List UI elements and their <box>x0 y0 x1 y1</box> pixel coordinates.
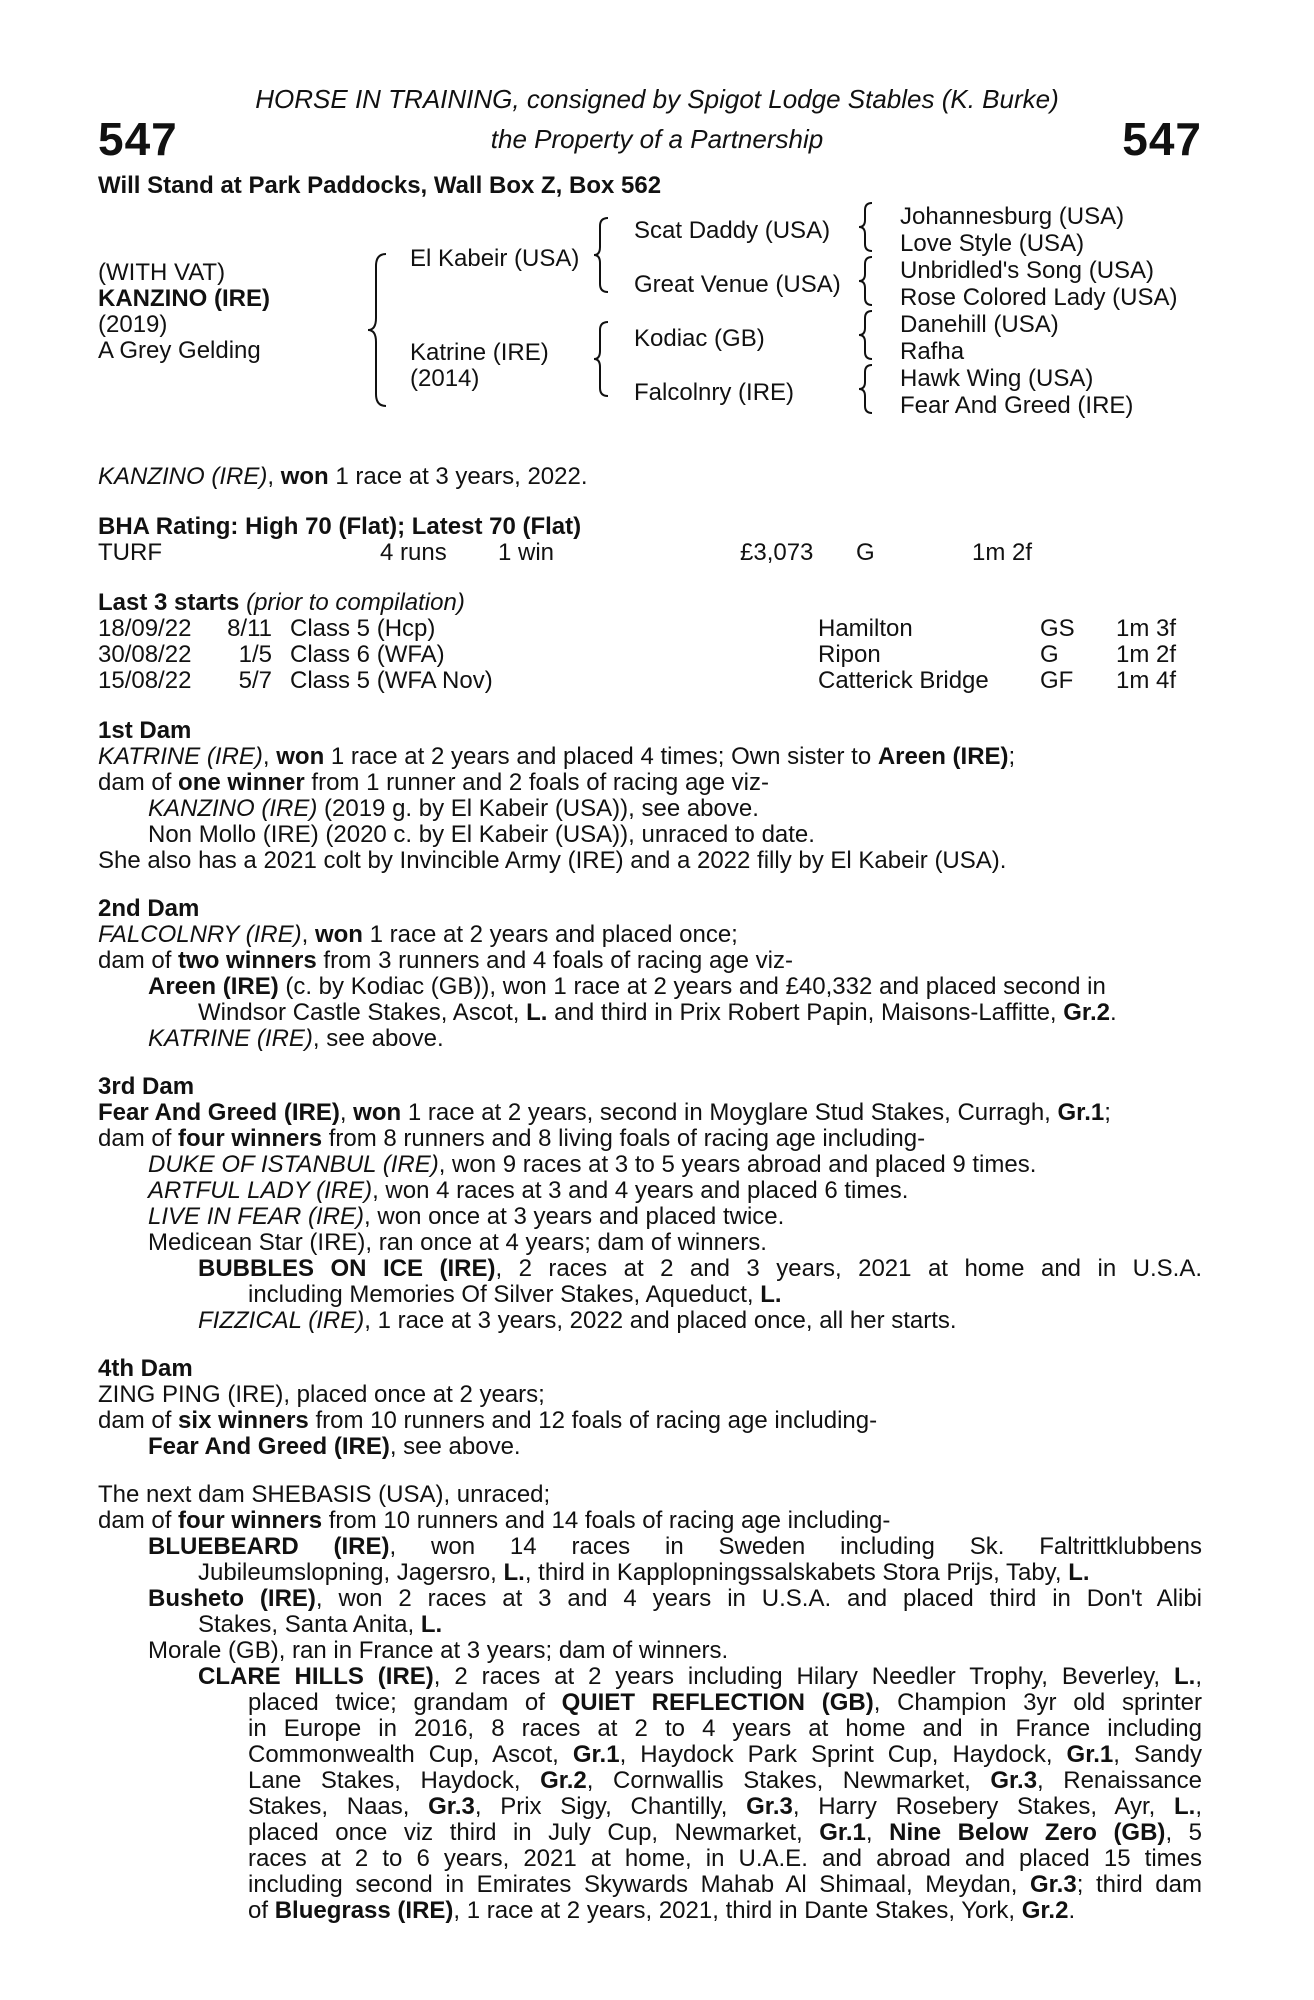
next-dam-grade: L. <box>1068 1559 1090 1586</box>
next-dam-grade: L. <box>503 1559 525 1586</box>
clare-hills-line <box>198 1664 1202 1690</box>
start-date: 30/08/22 <box>98 641 192 668</box>
dam1-text: 1 race at 2 years and placed 4 times; Own sister to <box>324 743 878 770</box>
dam2-text: dam of <box>98 947 179 974</box>
dam1-line <box>148 796 759 822</box>
next-dam-text: Stakes, Santa Anita, <box>198 1611 421 1638</box>
start-class: Class 5 (Hcp) <box>290 615 436 642</box>
pedigree-dam-sire: Kodiac (GB) <box>634 325 765 352</box>
rating-going: G <box>856 539 875 566</box>
next-dam-text: , 5 <box>1165 1819 1202 1846</box>
dam3-winners: four winners <box>178 1125 323 1152</box>
clare-hills-line: races at 2 to 6 years, 2021 at home, in U.A.E. and abroad and placed 15 times <box>248 1845 1202 1872</box>
dam3-text: , won 4 races at 3 and 4 years and placed 6 times. <box>372 1177 909 1204</box>
next-dam-text: Commonwealth Cup, Ascot, <box>248 1741 573 1768</box>
dam1-winners: one winner <box>178 769 305 796</box>
next-dam-line: The next dam SHEBASIS (USA), unraced; <box>98 1481 551 1508</box>
start-going: GS <box>1040 615 1075 642</box>
clare-hills-line <box>248 1690 1202 1716</box>
next-dam-text: placed once viz third in July Cup, Newmarket, <box>248 1819 820 1846</box>
last-starts-heading <box>98 590 465 616</box>
next-dam-text: placed twice; grandam of <box>248 1689 562 1716</box>
next-dam-grade: Gr.3 <box>990 1767 1038 1794</box>
next-dam-text: , Renaissance <box>1037 1767 1202 1794</box>
dam3-line <box>198 1308 957 1334</box>
dam3-line <box>148 1204 784 1230</box>
dam3-won: won <box>353 1099 402 1126</box>
next-dam-progeny: Busheto (IRE) <box>148 1585 316 1612</box>
dam2-progeny: KATRINE (IRE) <box>148 1025 313 1052</box>
next-dam-grade: Gr.1 <box>819 1819 866 1846</box>
start-course: Ripon <box>818 641 881 668</box>
pedigree-brace-dam <box>590 318 614 400</box>
next-dam-line <box>148 1586 1202 1612</box>
pedigree-dam: Katrine (IRE) <box>410 339 549 366</box>
stand-location: Will Stand at Park Paddocks, Wall Box Z, Box 562 <box>98 172 662 199</box>
start-course: Catterick Bridge <box>818 667 989 694</box>
dam1-line <box>98 770 769 796</box>
dam1-text: (2019 g. by El Kabeir (USA)), see above. <box>317 795 759 822</box>
dam1-text: from 1 runner and 2 foals of racing age viz- <box>304 769 769 796</box>
dam1-text: dam of <box>98 769 179 796</box>
next-dam-grade: Gr.2 <box>540 1767 587 1794</box>
dam3-name: Fear And Greed (IRE) <box>98 1099 340 1126</box>
dam3-line <box>148 1152 1036 1178</box>
dam4-line <box>98 1408 877 1434</box>
next-dam-text: , Prix Sigy, Chantilly, <box>474 1793 747 1820</box>
summary-comma: , <box>267 463 281 490</box>
next-dam-text: , 2 races at 2 years including Hilary Needler Trophy, Beverley, <box>433 1663 1174 1690</box>
dam2-text: . <box>1109 999 1117 1026</box>
next-dam-text: , Sandy <box>1113 1741 1202 1768</box>
dam1-text: ; <box>1008 743 1016 770</box>
next-dam-text: , <box>1195 1663 1202 1690</box>
dam4-text: from 10 runners and 12 foals of racing age including- <box>308 1407 878 1434</box>
next-dam-progeny: BLUEBEARD (IRE) <box>148 1533 390 1560</box>
next-dam-text: , won 14 races in Sweden including Sk. Faltrittklubbens <box>389 1533 1202 1560</box>
next-dam-text: , third in Kapplopningssalskabets Stora Prijs, Taby, <box>524 1559 1069 1586</box>
next-dam-grade: Gr.1 <box>1066 1741 1114 1768</box>
dam2-text: 1 race at 2 years and placed once; <box>362 921 738 948</box>
pedigree-g4: Rose Colored Lady (USA) <box>900 284 1178 311</box>
last-starts-note: (prior to compilation) <box>246 589 465 616</box>
next-dam-text: from 10 runners and 14 foals of racing age including- <box>322 1507 891 1534</box>
dam1-text: , <box>262 743 277 770</box>
dam4-progeny: Fear And Greed (IRE) <box>148 1433 390 1460</box>
dam3-text: dam of <box>98 1125 179 1152</box>
next-dam-grade: L. <box>1174 1663 1196 1690</box>
next-dam-progeny: Nine Below Zero (GB) <box>889 1819 1166 1846</box>
next-dam-text: , 1 race at 2 years, 2021, third in Dante Stakes, York, <box>453 1897 1022 1924</box>
dam3-text: , <box>339 1099 354 1126</box>
next-dam-text: of <box>248 1897 275 1924</box>
start-course: Hamilton <box>818 615 913 642</box>
pedigree-sire-sire: Scat Daddy (USA) <box>634 217 831 244</box>
dam3-progeny: BUBBLES ON ICE (IRE) <box>198 1255 496 1282</box>
property-line: the Property of a Partnership <box>490 124 824 154</box>
start-distance: 1m 4f <box>1116 667 1177 694</box>
start-position: 8/11 <box>227 615 272 642</box>
dam1-sister: Areen (IRE) <box>877 743 1009 770</box>
pedigree-brace-g4 <box>856 362 878 416</box>
dam2-name: FALCOLNRY (IRE) <box>98 921 302 948</box>
next-dam-grade: Gr.1 <box>572 1741 620 1768</box>
pedigree-g2: Love Style (USA) <box>900 230 1085 257</box>
dam2-text: , <box>301 921 315 948</box>
next-dam-progeny: CLARE HILLS (IRE) <box>198 1663 434 1690</box>
clare-hills-line <box>248 1794 1202 1820</box>
dam2-text: and third in Prix Robert Papin, Maisons-Laffitte, <box>547 999 1064 1026</box>
dam3-text: , 2 races at 2 and 3 years, 2021 at home and in U.S.A. <box>495 1255 1203 1282</box>
pedigree-brace-g2 <box>856 254 878 308</box>
next-dam-text: , Haydock Park Sprint Cup, Haydock, <box>619 1741 1067 1768</box>
dam2-line <box>98 948 793 974</box>
dam2-line <box>148 974 1106 1000</box>
summary-won: won <box>280 463 329 490</box>
next-dam-text: dam of <box>98 1507 179 1534</box>
dam2-text: Windsor Castle Stakes, Ascot, <box>198 999 527 1026</box>
dam1-name: KATRINE (IRE) <box>98 743 263 770</box>
next-dam-line <box>148 1534 1202 1560</box>
next-dam-line <box>198 1560 1090 1586</box>
next-dam-winners: four winners <box>178 1507 323 1534</box>
dam4-text: , see above. <box>389 1433 521 1460</box>
clare-hills-line <box>248 1768 1202 1794</box>
dam4-title: 4th Dam <box>98 1355 193 1382</box>
next-dam-grade: Gr.2 <box>1021 1897 1069 1924</box>
next-dam-grade: L. <box>420 1611 443 1638</box>
summary-rest: 1 race at 3 years, 2022. <box>328 463 588 490</box>
horse-name: KANZINO (IRE) <box>98 285 270 312</box>
dam2-text: (c. by Kodiac (GB)), won 1 race at 2 years and £40,332 and placed second in <box>278 973 1106 1000</box>
next-dam-progeny: QUIET REFLECTION (GB) <box>561 1689 874 1716</box>
next-dam-text: , Cornwallis Stakes, Newmarket, <box>586 1767 991 1794</box>
dam2-line <box>148 1026 444 1052</box>
dam3-progeny: LIVE IN FEAR (IRE) <box>148 1203 365 1230</box>
dam2-title: 2nd Dam <box>98 895 200 922</box>
dam1-progeny: KANZINO (IRE) <box>148 795 318 822</box>
dam4-line <box>148 1434 521 1460</box>
clare-hills-line <box>248 1898 1075 1924</box>
dam1-line: She also has a 2021 colt by Invincible Army (IRE) and a 2022 filly by El Kabeir (USA). <box>98 847 1007 874</box>
consignor-line: HORSE IN TRAINING, consigned by Spigot Lodge Stables (K. Burke) <box>255 84 1059 114</box>
race-summary <box>98 464 588 490</box>
next-dam-text: , <box>865 1819 890 1846</box>
pedigree-brace-g1 <box>856 200 878 254</box>
dam3-progeny: ARTFUL LADY (IRE) <box>148 1177 373 1204</box>
start-going: G <box>1040 641 1059 668</box>
lot-number-left: 547 <box>98 113 178 165</box>
next-dam-line <box>198 1612 442 1638</box>
start-position: 1/5 <box>238 641 272 668</box>
next-dam-grade: L. <box>1174 1793 1196 1820</box>
next-dam-progeny: Bluegrass (IRE) <box>274 1897 454 1924</box>
horse-description: A Grey Gelding <box>98 337 261 364</box>
clare-hills-line <box>248 1872 1202 1898</box>
dam3-text: 1 race at 2 years, second in Moyglare Stud Stakes, Curragh, <box>401 1099 1058 1126</box>
dam4-winners: six winners <box>178 1407 309 1434</box>
dam3-progeny: DUKE OF ISTANBUL (IRE) <box>148 1151 439 1178</box>
dam1-line <box>98 744 1015 770</box>
rating-distance: 1m 2f <box>972 539 1033 566</box>
dam4-line: ZING PING (IRE), placed once at 2 years; <box>98 1381 545 1408</box>
pedigree-g1: Johannesburg (USA) <box>900 203 1125 230</box>
pedigree-g3: Unbridled's Song (USA) <box>900 257 1155 284</box>
dam2-grade: Gr.2 <box>1063 999 1110 1026</box>
dam3-progeny: FIZZICAL (IRE) <box>198 1307 365 1334</box>
rating-wins: 1 win <box>498 539 555 566</box>
clare-hills-line <box>248 1742 1202 1768</box>
last-starts-title: Last 3 starts <box>98 589 240 616</box>
rating-runs: 4 runs <box>380 539 447 566</box>
next-dam-text: Jubileumslopning, Jagersro, <box>198 1559 504 1586</box>
dam3-text: ; <box>1104 1099 1111 1126</box>
dam2-text: from 3 runners and 4 foals of racing age viz- <box>316 947 793 974</box>
dam2-winners: two winners <box>178 947 317 974</box>
dam1-won: won <box>276 743 325 770</box>
next-dam-text: , <box>1195 1793 1203 1820</box>
vat-label: (WITH VAT) <box>98 259 226 286</box>
next-dam-text: , won 2 races at 3 and 4 years in U.S.A. and placed third in Don't Alibi <box>315 1585 1202 1612</box>
start-distance: 1m 3f <box>1116 615 1177 642</box>
dam3-text: , won 9 races at 3 to 5 years abroad and placed 9 times. <box>438 1151 1037 1178</box>
next-dam-grade: Gr.3 <box>428 1793 475 1820</box>
dam1-line: Non Mollo (IRE) (2020 c. by El Kabeir (USA)), unraced to date. <box>148 821 815 848</box>
dam3-line <box>98 1100 1111 1126</box>
start-distance: 1m 2f <box>1116 641 1177 668</box>
rating-surface: TURF <box>98 539 162 566</box>
dam3-text: , 1 race at 3 years, 2022 and placed once, all her starts. <box>364 1307 957 1334</box>
next-dam-text: . <box>1068 1897 1076 1924</box>
pedigree-dam-dam: Falcolnry (IRE) <box>634 379 795 406</box>
start-going: GF <box>1040 667 1074 694</box>
next-dam-line <box>98 1508 890 1534</box>
next-dam-grade: Gr.3 <box>1030 1871 1077 1898</box>
dam2-text: , see above. <box>312 1025 444 1052</box>
next-dam-text: , Champion 3yr old sprinter <box>873 1689 1202 1716</box>
pedigree-brace-main <box>364 250 394 410</box>
dam3-title: 3rd Dam <box>98 1073 195 1100</box>
pedigree-dam-year: (2014) <box>410 365 480 392</box>
start-class: Class 6 (WFA) <box>290 641 445 668</box>
pedigree-brace-sire <box>590 214 614 296</box>
start-position: 5/7 <box>238 667 272 694</box>
dam3-text: , won once at 3 years and placed twice. <box>364 1203 785 1230</box>
next-dam-text: ; third dam <box>1076 1871 1202 1898</box>
dam3-line <box>98 1126 925 1152</box>
lot-number-right: 547 <box>1122 113 1202 165</box>
rating-earnings: £3,073 <box>740 539 814 566</box>
dam3-line <box>148 1178 908 1204</box>
clare-hills-line: in Europe in 2016, 8 races at 2 to 4 years at home and in France including <box>248 1715 1202 1742</box>
dam2-won: won <box>314 921 363 948</box>
start-class: Class 5 (WFA Nov) <box>290 667 493 694</box>
dam3-text: including Memories Of Silver Stakes, Aqueduct, <box>248 1281 761 1308</box>
horse-year: (2019) <box>98 311 168 338</box>
dam1-title: 1st Dam <box>98 717 192 744</box>
pedigree-brace-g3 <box>856 308 878 362</box>
next-dam-text: including second in Emirates Skywards Mahab Al Shimaal, Meydan, <box>248 1871 1030 1898</box>
bha-rating: BHA Rating: High 70 (Flat); Latest 70 (Flat) <box>98 513 582 540</box>
pedigree-sire: El Kabeir (USA) <box>410 245 580 272</box>
dam3-line <box>248 1282 782 1308</box>
pedigree-sire-dam: Great Venue (USA) <box>634 271 841 298</box>
dam2-line <box>98 922 738 948</box>
pedigree-g8: Fear And Greed (IRE) <box>900 392 1134 419</box>
dam3-text: from 8 runners and 8 living foals of racing age including- <box>322 1125 926 1152</box>
next-dam-text: , Harry Rosebery Stakes, Ayr, <box>792 1793 1175 1820</box>
start-date: 15/08/22 <box>98 667 192 694</box>
dam2-grade: L. <box>526 999 548 1026</box>
dam3-line <box>198 1256 1202 1282</box>
dam3-line: Medicean Star (IRE), ran once at 4 years; dam of winners. <box>148 1229 767 1256</box>
next-dam-text: Stakes, Naas, <box>248 1793 429 1820</box>
pedigree-g5: Danehill (USA) <box>900 311 1059 338</box>
dam3-grade: L. <box>760 1281 782 1308</box>
clare-hills-line <box>248 1820 1202 1846</box>
pedigree-g6: Rafha <box>900 338 965 365</box>
next-dam-line: Morale (GB), ran in France at 3 years; dam of winners. <box>148 1637 729 1664</box>
next-dam-grade: Gr.3 <box>746 1793 793 1820</box>
dam3-grade: Gr.1 <box>1057 1099 1105 1126</box>
start-date: 18/09/22 <box>98 615 192 642</box>
pedigree-g7: Hawk Wing (USA) <box>900 365 1094 392</box>
next-dam-text: Lane Stakes, Haydock, <box>248 1767 541 1794</box>
dam4-text: dam of <box>98 1407 179 1434</box>
summary-horse-name: KANZINO (IRE) <box>98 463 268 490</box>
dam2-progeny: Areen (IRE) <box>148 973 279 1000</box>
dam2-line <box>198 1000 1117 1026</box>
